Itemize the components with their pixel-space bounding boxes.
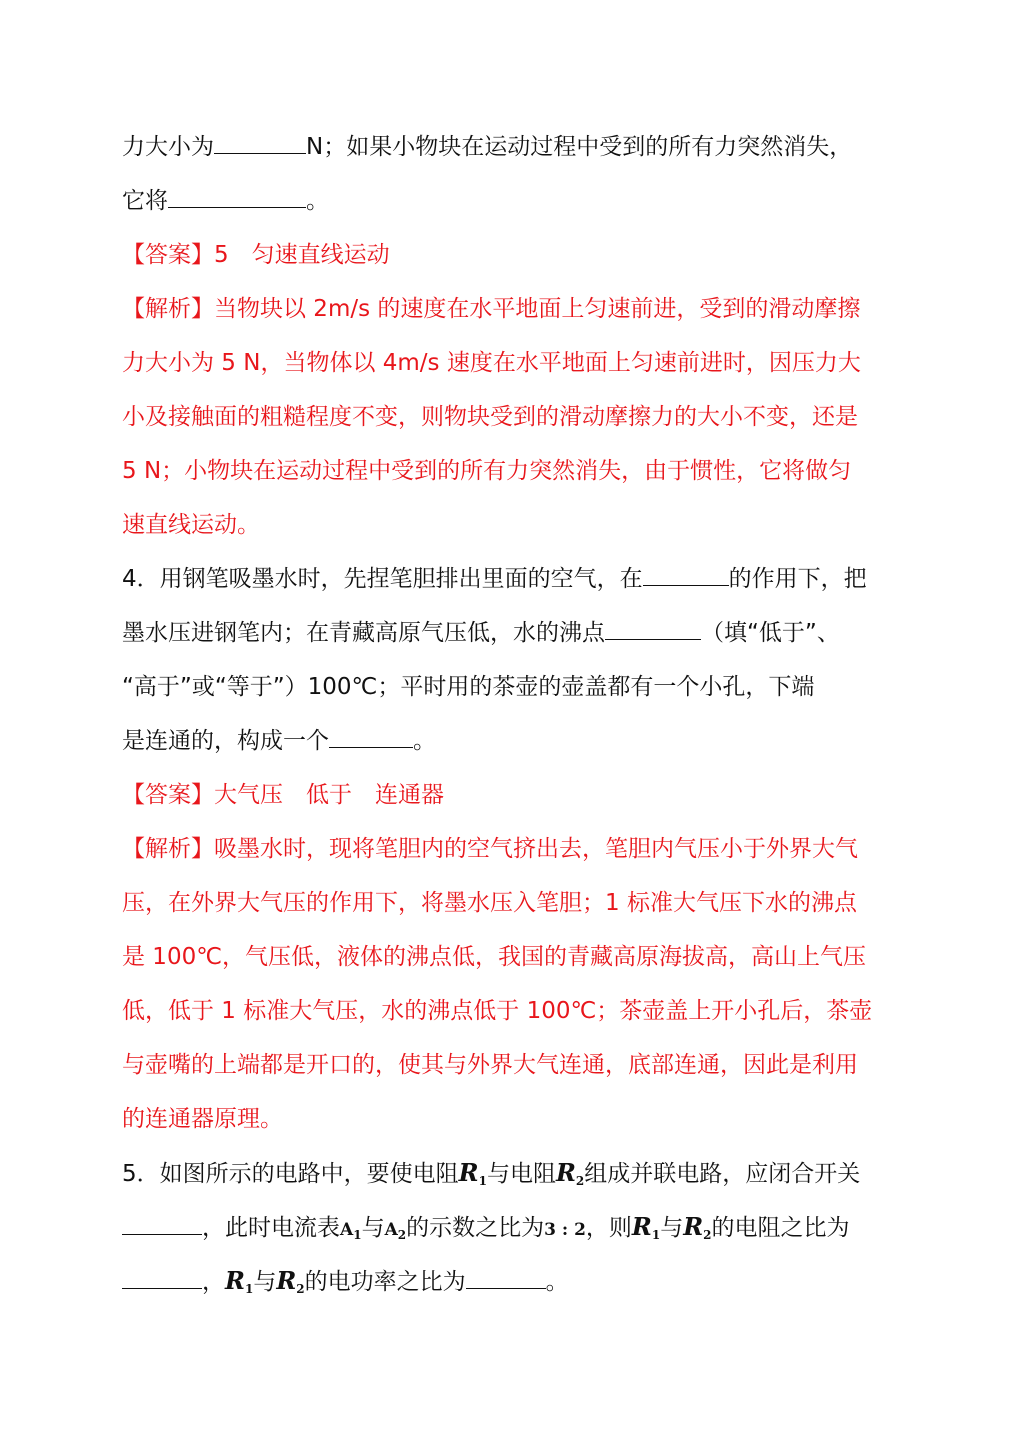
answer-blank — [605, 621, 701, 640]
text: ，则 — [585, 1215, 632, 1241]
math-r1: $R_1$ — [631, 1212, 661, 1242]
question-5-line-2 — [122, 1200, 902, 1254]
answer-blank — [122, 1216, 202, 1235]
text: 力大小为 — [122, 134, 214, 160]
text: ， — [202, 1269, 225, 1295]
explanation-3-line-5: 速直线运动。 — [122, 512, 260, 538]
math-r1: $R_1$ — [458, 1158, 487, 1188]
question-4-line-1 — [122, 552, 902, 606]
text: ，此时电流表 — [202, 1215, 340, 1241]
text: 与 — [253, 1269, 277, 1295]
question-5-line-3 — [122, 1254, 902, 1308]
text: 它将 — [122, 188, 168, 214]
explanation-4-line-3: 是 100℃，气压低，液体的沸点低，我国的青藏高原海拔高，高山上气压 — [122, 944, 867, 970]
math-a2: $A_2$ — [384, 1220, 407, 1242]
math-r1: $R_1$ — [225, 1266, 254, 1296]
explanation-4-line-4: 低，低于 1 标准大气压，水的沸点低于 100℃；茶壶盖上开小孔后，茶壶 — [122, 998, 873, 1024]
text: 4．用钢笔吸墨水时，先捏笔胆排出里面的空气，在 — [122, 566, 643, 592]
answer-blank — [466, 1270, 546, 1289]
explanation-4-line-2: 压，在外界大气压的作用下，将墨水压入笔胆；1 标准大气压下水的沸点 — [122, 890, 857, 916]
question-4-line-3: “高于”或“等于”）100℃；平时用的茶壶的壶盖都有一个小孔，下端 — [122, 674, 815, 700]
text: 墨水压进钢笔内；在青藏高原气压低，水的沸点 — [122, 620, 605, 646]
text: 与 — [660, 1215, 684, 1241]
text: 。 — [413, 728, 436, 754]
text: 5．如图所示的电路中，要使电阻 — [122, 1161, 459, 1187]
question-4-line-2 — [122, 606, 902, 660]
question-3-line-1 — [122, 120, 902, 174]
text: 组成并联电路，应闭合开关 — [584, 1161, 861, 1187]
math-r2: $R_2$ — [276, 1266, 305, 1296]
math-r2: $R_2$ — [683, 1212, 712, 1242]
document-content — [122, 120, 902, 1308]
text: 的示数之比为 — [406, 1215, 545, 1241]
answer-blank — [122, 1270, 202, 1289]
question-5-line-1 — [122, 1146, 902, 1200]
explanation-4-line-6: 的连通器原理。 — [122, 1106, 283, 1132]
text: 与电阻 — [486, 1161, 556, 1187]
text: 的电功率之比为 — [304, 1269, 466, 1295]
explanation-3-line-3: 小及接触面的粗糙程度不变，则物块受到的滑动摩擦力的大小不变，还是 — [122, 404, 858, 430]
question-3-line-2 — [122, 174, 902, 228]
math-ratio: 3 : 2 — [544, 1220, 586, 1240]
text: （填“低于”、 — [701, 620, 840, 646]
text: N；如果小物块在运动过程中受到的所有力突然消失， — [306, 134, 853, 160]
answer-4: 【答案】大气压 低于 连通器 — [122, 782, 444, 808]
text: 的电阻之比为 — [711, 1215, 850, 1241]
text: 与 — [361, 1215, 385, 1241]
explanation-3-line-1: 【解析】当物块以 2m/s 的速度在水平地面上匀速前进，受到的滑动摩擦 — [122, 296, 861, 322]
question-4-line-4 — [122, 714, 902, 768]
text: 是连通的，构成一个 — [122, 728, 329, 754]
text: 。 — [545, 1269, 569, 1295]
explanation-4-line-1: 【解析】吸墨水时，现将笔胆内的空气挤出去，笔胆内气压小于外界大气 — [122, 836, 858, 862]
answer-blank — [168, 189, 306, 208]
answer-blank — [329, 729, 413, 748]
answer-blank — [214, 135, 306, 154]
text: 。 — [306, 188, 329, 214]
answer-3: 【答案】5 匀速直线运动 — [122, 242, 390, 268]
explanation-3-line-4: 5 N；小物块在运动过程中受到的所有力突然消失，由于惯性，它将做匀 — [122, 458, 852, 484]
answer-blank — [643, 567, 729, 586]
text: 的作用下，把 — [728, 566, 867, 592]
explanation-4-line-5: 与壶嘴的上端都是开口的，使其与外界大气连通，底部连通，因此是利用 — [122, 1052, 858, 1078]
math-a1: $A_1$ — [340, 1220, 362, 1242]
explanation-3-line-2: 力大小为 5 N，当物体以 4m/s 速度在水平地面上匀速前进时，因压力大 — [122, 350, 861, 376]
math-r2: $R_2$ — [555, 1158, 585, 1188]
